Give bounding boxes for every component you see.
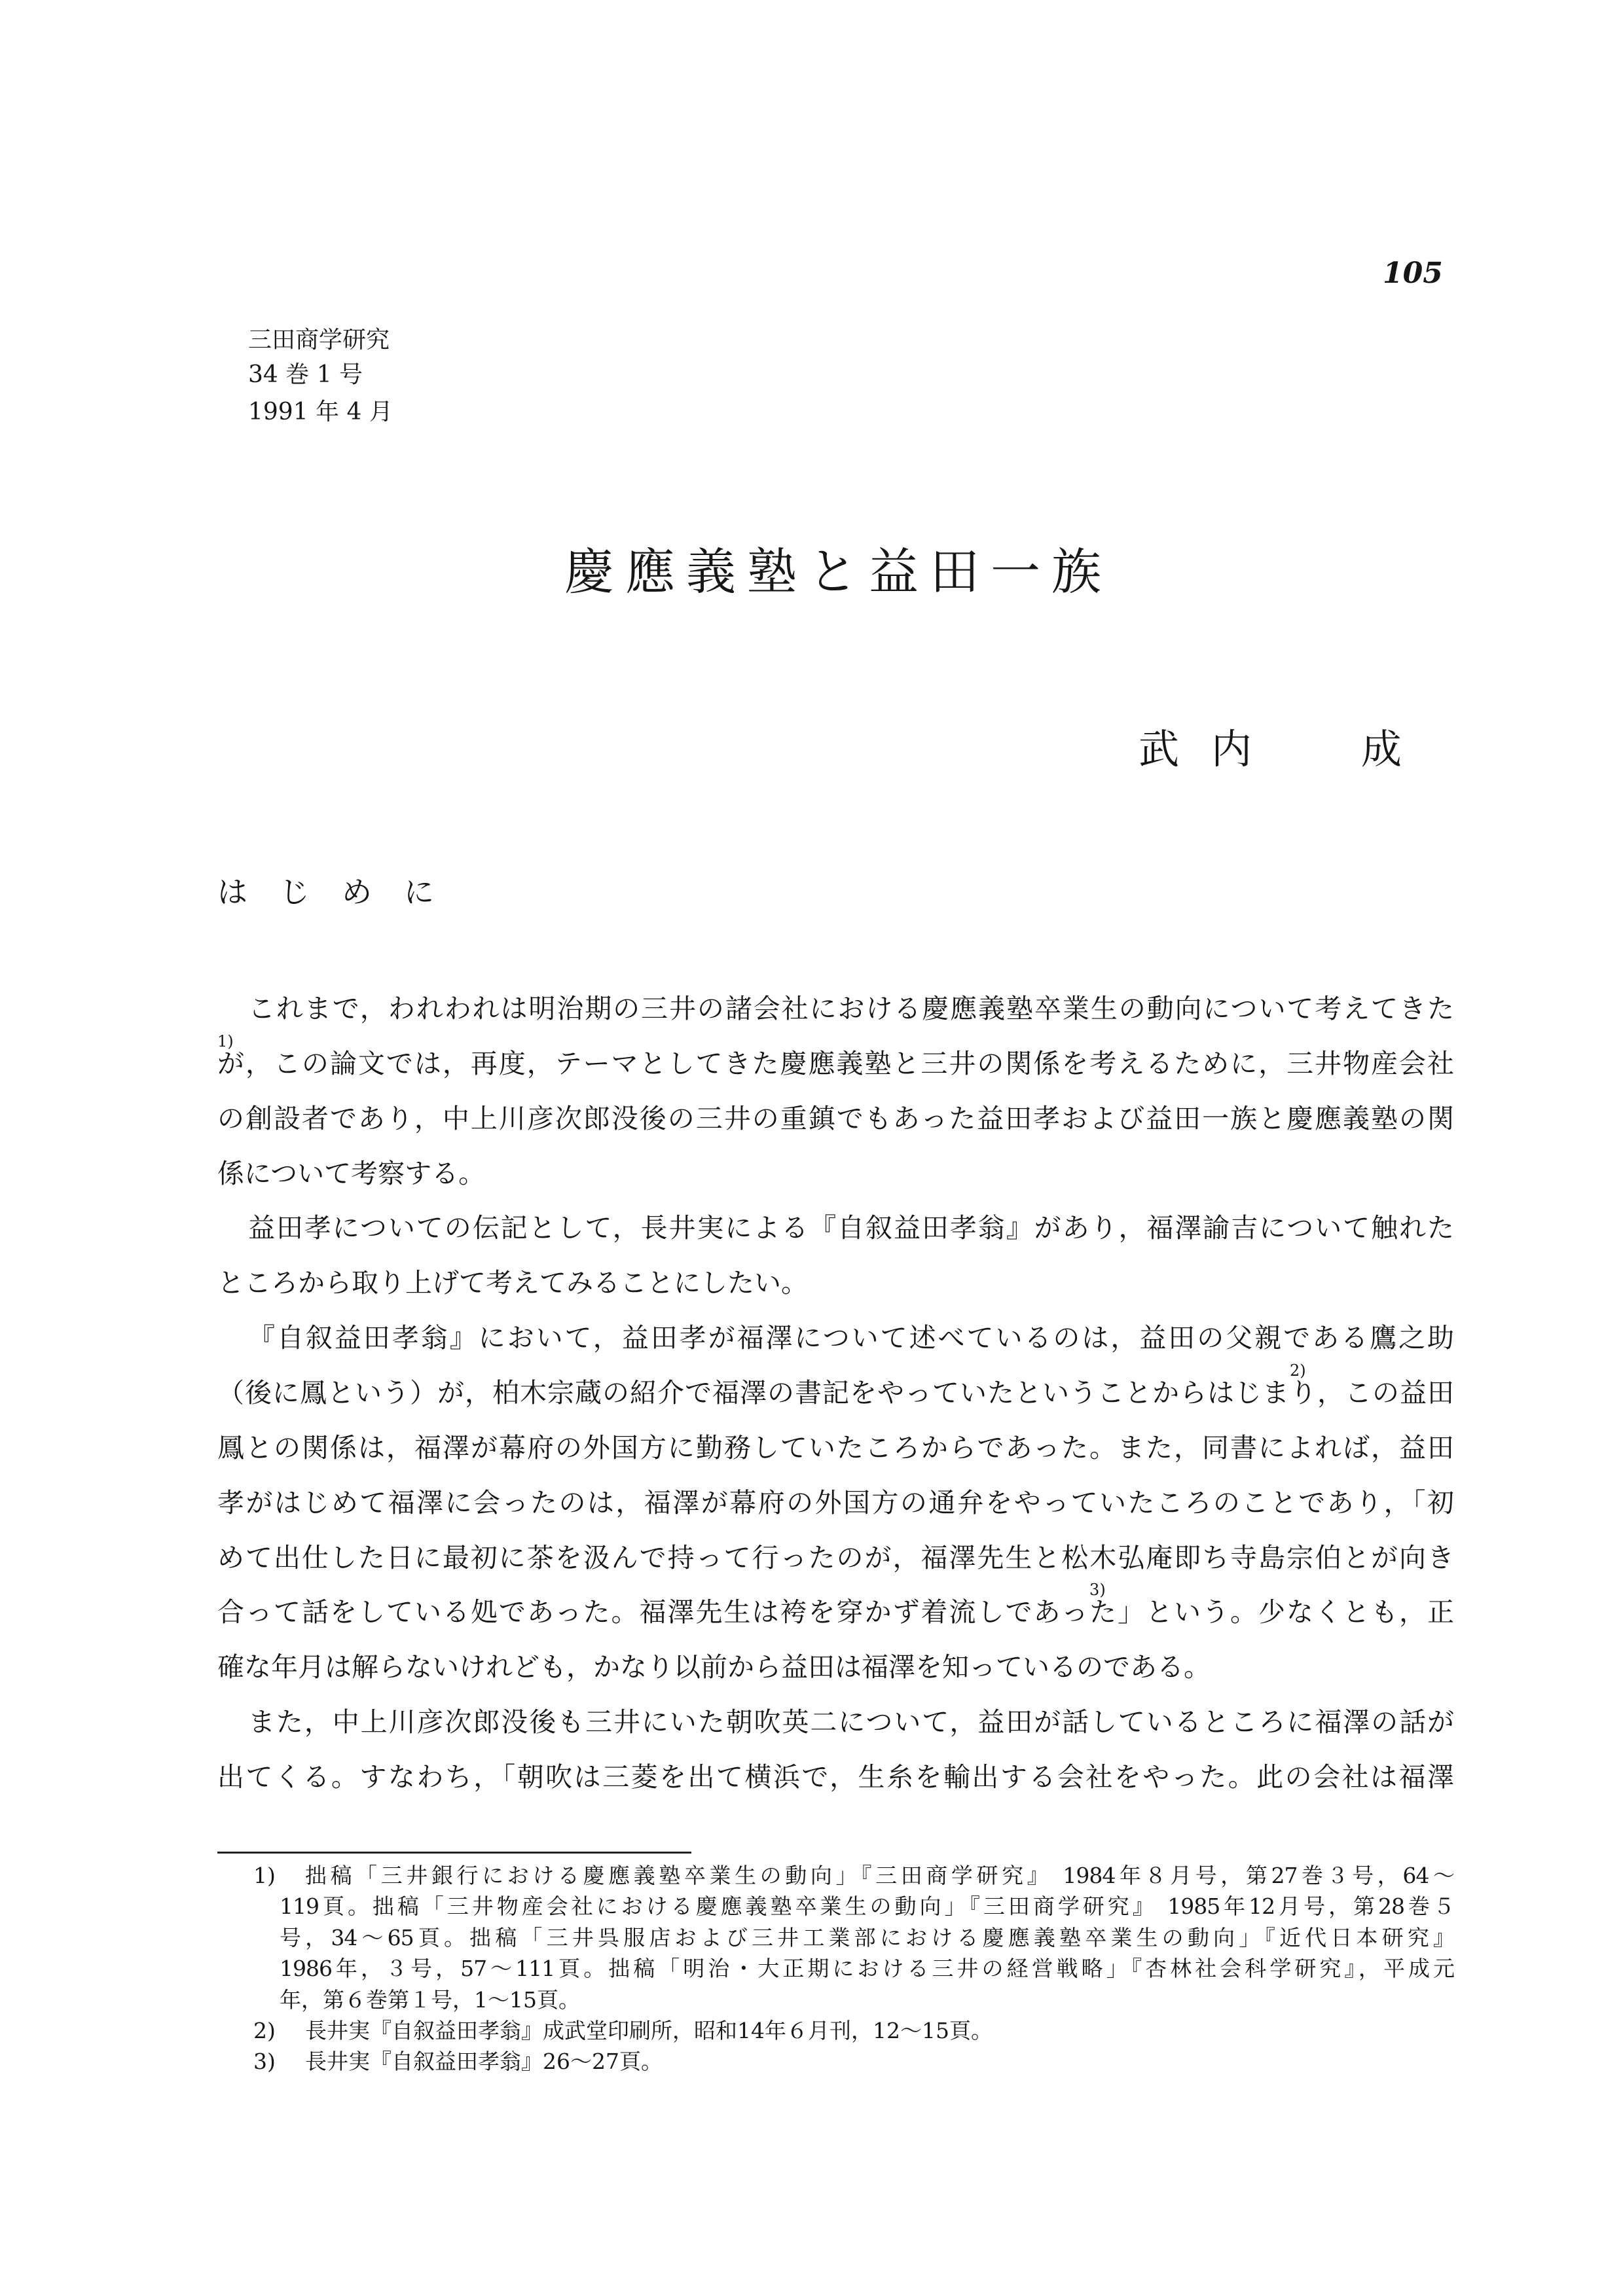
text: ，この論文では，再度，テーマとしてきた慶應義塾と三井の関係を考えるために，三井物産会社: [244, 1047, 1454, 1079]
text: ところから取り上げて考えてみることにしたい。: [217, 1267, 808, 1299]
text: 確な年月は解らないけれども，かなり以前から益田は福澤を知っているのである。: [217, 1651, 1211, 1683]
body-line: [217, 1311, 1454, 1366]
footnote-marker: 1): [217, 1031, 234, 1050]
body-line: [217, 982, 1454, 1037]
text: 出てくる。すなわち，「朝吹は三菱を出て横浜で，生糸を輸出する会社をやった。此の会社は福澤: [217, 1761, 1454, 1793]
text: の創設者であり，中上川彦次郎没後の三井の重鎮でもあった益田孝および益田一族と慶應義塾の関: [217, 1102, 1454, 1134]
text: が: [217, 1047, 244, 1079]
footnotes: [253, 1860, 1454, 2077]
text: 」という。少なくとも，正: [1116, 1596, 1454, 1628]
footnote-text: 119頁。拙稿「三井物産会社における慶應義塾卒業生の動向」『三田商学研究』 1985年12月号，第28巻５: [280, 1893, 1454, 1920]
body-text: [217, 982, 1454, 1805]
footnote-1-line: [253, 1953, 1454, 1984]
text: 益田孝についての伝記として，長井実による『自叙益田孝翁』があり，福澤諭吉について触れた: [248, 1212, 1454, 1244]
body-line: [217, 1695, 1454, 1750]
footnote-1-line: [253, 1984, 1454, 2015]
footnote-1-line: [253, 1891, 1454, 1922]
footnote-2: [253, 2015, 1454, 2046]
footnote-1: [253, 1860, 1454, 1891]
footnote-1-line: [253, 1922, 1454, 1953]
text: 係について考察する。: [217, 1157, 486, 1189]
footnote-marker: 3): [1089, 1581, 1106, 1600]
body-line: [217, 1256, 1454, 1311]
footnote-ref: [217, 1031, 244, 1079]
footnote-text: 長井実『自叙益田孝翁』成武堂印刷所，昭和14年６月刊，12〜15頁。: [305, 2017, 993, 2043]
author-family-name: 武内: [1139, 725, 1285, 773]
text: （後に鳳という）が，柏木宗蔵の紹介で福澤の書記をやっていたということからはじま: [217, 1377, 1290, 1409]
footnote-text: 長井実『自叙益田孝翁』26〜27頁。: [305, 2049, 663, 2075]
body-line: [217, 1640, 1454, 1695]
body-line: [217, 1421, 1454, 1476]
body-line: [217, 1147, 1454, 1202]
section-heading: はじめに: [217, 874, 466, 910]
page-number: 105: [1383, 257, 1443, 290]
footnote-number: 2): [253, 2017, 276, 2043]
footnote-text: 拙稿「三井銀行における慶應義塾卒業生の動向」『三田商学研究』 1984年８月号，第27巻３号，64〜: [305, 1863, 1454, 1888]
text: 孝がはじめて福澤に会ったのは，福澤が幕府の外国方の通弁をやっていたころのことであり，「初: [217, 1486, 1454, 1518]
body-line: [217, 1750, 1454, 1805]
footnote-text: 1986年，３号，57〜111頁。拙稿「明治・大正期における三井の経営戦略」『杏林社会科学研究』，平成元: [280, 1956, 1454, 1982]
body-line: [217, 1031, 1454, 1092]
body-line: [217, 1092, 1454, 1147]
footnote-number: 3): [253, 2049, 276, 2075]
text: り: [1290, 1377, 1317, 1409]
text: また，中上川彦次郎没後も三井にいた朝吹英二について，益田が話しているところに福澤の話が: [248, 1706, 1454, 1738]
text: 合って話をしている処であった。福澤先生は袴を穿かず着流しであっ: [217, 1596, 1090, 1628]
text: めて出仕した日に最初に茶を汲んで持って行ったのが，福澤先生と松木弘庵即ち寺島宗伯とが向き: [217, 1541, 1454, 1573]
footnote-text: 年，第６巻第１号，1〜15頁。: [280, 1986, 580, 2013]
footnote-text: 号，34〜65頁。拙稿「三井呉服店および三井工業部における慶應義塾卒業生の動向」『近代日本研究』: [280, 1924, 1454, 1950]
text: これまで，われわれは明治期の三井の諸会社における慶應義塾卒業生の動向について考えてきた: [248, 993, 1454, 1024]
text: 『自叙益田孝翁』において，益田孝が福澤について述べているのは，益田の父親である鷹之助: [248, 1322, 1454, 1354]
text: ，この益田: [1317, 1377, 1454, 1409]
body-line: [217, 1361, 1454, 1421]
author-given-name: 成: [1361, 725, 1402, 773]
body-line: [217, 1531, 1454, 1586]
footnote-number: 1): [253, 1863, 276, 1888]
text: た: [1089, 1596, 1117, 1628]
body-line: [217, 1581, 1454, 1640]
journal-date: 1991 年 4 月: [248, 399, 393, 425]
journal-name: 三田商学研究: [248, 327, 390, 353]
footnote-3: [253, 2046, 1454, 2077]
footnote-ref: [1089, 1581, 1117, 1628]
journal-volume: 34 巻 1 号: [248, 361, 363, 388]
text: 鳳との関係は，福澤が幕府の外国方に勤務していたころからであった。また，同書によれば，益田: [217, 1431, 1454, 1463]
body-line: [217, 1476, 1454, 1531]
footnote-marker: 2): [1290, 1361, 1306, 1380]
body-line: [217, 1201, 1454, 1256]
article-title: 慶應義塾と益田一族: [564, 543, 1112, 601]
footnote-ref: [1290, 1361, 1317, 1409]
footnote-divider: [217, 1852, 691, 1854]
